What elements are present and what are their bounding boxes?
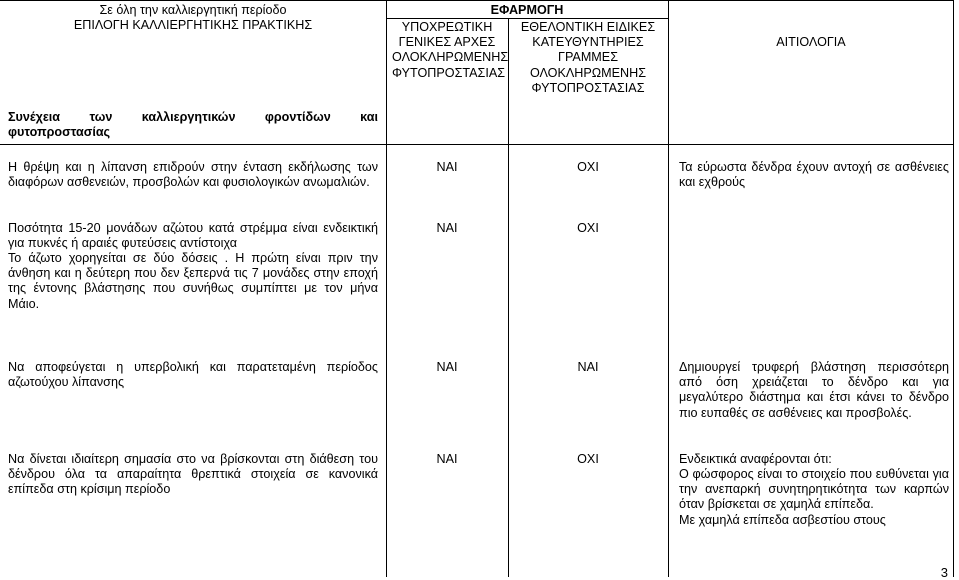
- table-top-border: [0, 0, 954, 1]
- header-subtitle: Συνέχεια των καλλιεργητικών φροντίδων και φυτοπροστασίας: [8, 110, 378, 140]
- header-application: ΕΦΑΡΜΟΓΗ: [490, 3, 564, 17]
- row-3-reason: Δημιουργεί τρυφερή βλάστηση περισσότερη από όση χρειάζεται το δένδρο και για μεγαλύτερο διάστημα και έτσι κάνει το δένδρο πιο ευπαθές σε ασθένειες και προσβολές.: [679, 360, 949, 420]
- row-1-practice: Η θρέψη και η λίπανση επιδρούν στην ένταση εκδήλωσης των διαφόρων ασθενειών, προσβολών και φυσιολογικών ανωμαλιών.: [8, 160, 378, 190]
- row-4-voluntary: ΟΧΙ: [577, 452, 599, 466]
- row-3-practice: Να αποφεύγεται η υπερβολική και παρατεταμένη περίοδος αζωτούχου λίπανσης: [8, 360, 378, 390]
- row-2-mandatory: ΝΑΙ: [436, 221, 458, 235]
- row-4-reason-calcium: Με χαμηλά επίπεδα ασβεστίου στους: [679, 513, 886, 527]
- header-period: Σε όλη την καλλιεργητική περίοδο: [99, 3, 287, 17]
- row-2-practice-dosage: Το άζωτο χορηγείται σε δύο δόσεις . Η πρώτη είναι πριν την άνθηση και η δεύτερη που δεν ξεπερνά τις 7 μονάδες στην εποχή της έντονης βλάστησης που συνήθως συμπίπτει με τον μήνα Μάιο.: [8, 251, 378, 311]
- header-bottom-border: [0, 144, 954, 145]
- row-3-mandatory: ΝΑΙ: [436, 360, 458, 374]
- row-4-practice: Να δίνεται ιδιαίτερη σημασία στο να βρίσκονται στη διάθεση του δένδρου όλα τα απαραίτητα θρεπτικά στοιχεία σε κανονικά επίπεδα στη κρίσιμη περίοδο: [8, 452, 378, 497]
- column-divider-3: [668, 0, 669, 577]
- row-1-reason: Τα εύρωστα δένδρα έχουν αντοχή σε ασθένειες και εχθρούς: [679, 160, 949, 190]
- table-right-border: [953, 0, 954, 577]
- column-divider-2: [508, 18, 509, 577]
- row-4-reason-phosphorus: Ο φώσφορος είναι το στοιχείο που ευθύνεται για την ανεπαρκή συνητηρητικότητα των καρπών όταν βρίσκεται σε χαμηλά επίπεδα.: [679, 467, 949, 512]
- header-mandatory: ΥΠΟΧΡΕΩΤΙΚΗ ΓΕΝΙΚΕΣ ΑΡΧΕΣ ΟΛΟΚΛΗΡΩΜΕΝΗΣ ΦΥΤΟΠΡΟΣΤΑΣΙΑΣ: [392, 20, 509, 80]
- row-4-reason-intro: Ενδεικτικά αναφέρονται ότι:: [679, 452, 832, 466]
- header-voluntary: ΕΘΕΛΟΝΤΙΚΗ ΕΙΔΙΚΕΣ ΚΑΤΕΥΘΥΝΤΗΡΙΕΣ ΓΡΑΜΜΕΣ ΟΛΟΚΛΗΡΩΜΕΝΗΣ ΦΥΤΟΠΡΟΣΤΑΣΙΑΣ: [520, 20, 656, 95]
- row-3-voluntary: ΝΑΙ: [577, 360, 599, 374]
- row-1-voluntary: ΟΧΙ: [577, 160, 599, 174]
- column-divider-1: [386, 0, 387, 577]
- header-practice-selection: ΕΠΙΛΟΓΗ ΚΑΛΛΙΕΡΓΗΤΙΚΗΣ ΠΡΑΚΤΙΚΗΣ: [73, 18, 313, 32]
- row-1-mandatory: ΝΑΙ: [436, 160, 458, 174]
- row-4-mandatory: ΝΑΙ: [436, 452, 458, 466]
- page-number: 3: [940, 565, 948, 580]
- header-justification: ΑΙΤΙΟΛΟΓΙΑ: [776, 35, 846, 49]
- row-2-practice: Ποσότητα 15-20 μονάδων αζώτου κατά στρέμμα είναι ενδεικτική για πυκνές ή αραιές φυτεύσεις αντίστοιχα: [8, 221, 378, 251]
- row-2-voluntary: ΟΧΙ: [577, 221, 599, 235]
